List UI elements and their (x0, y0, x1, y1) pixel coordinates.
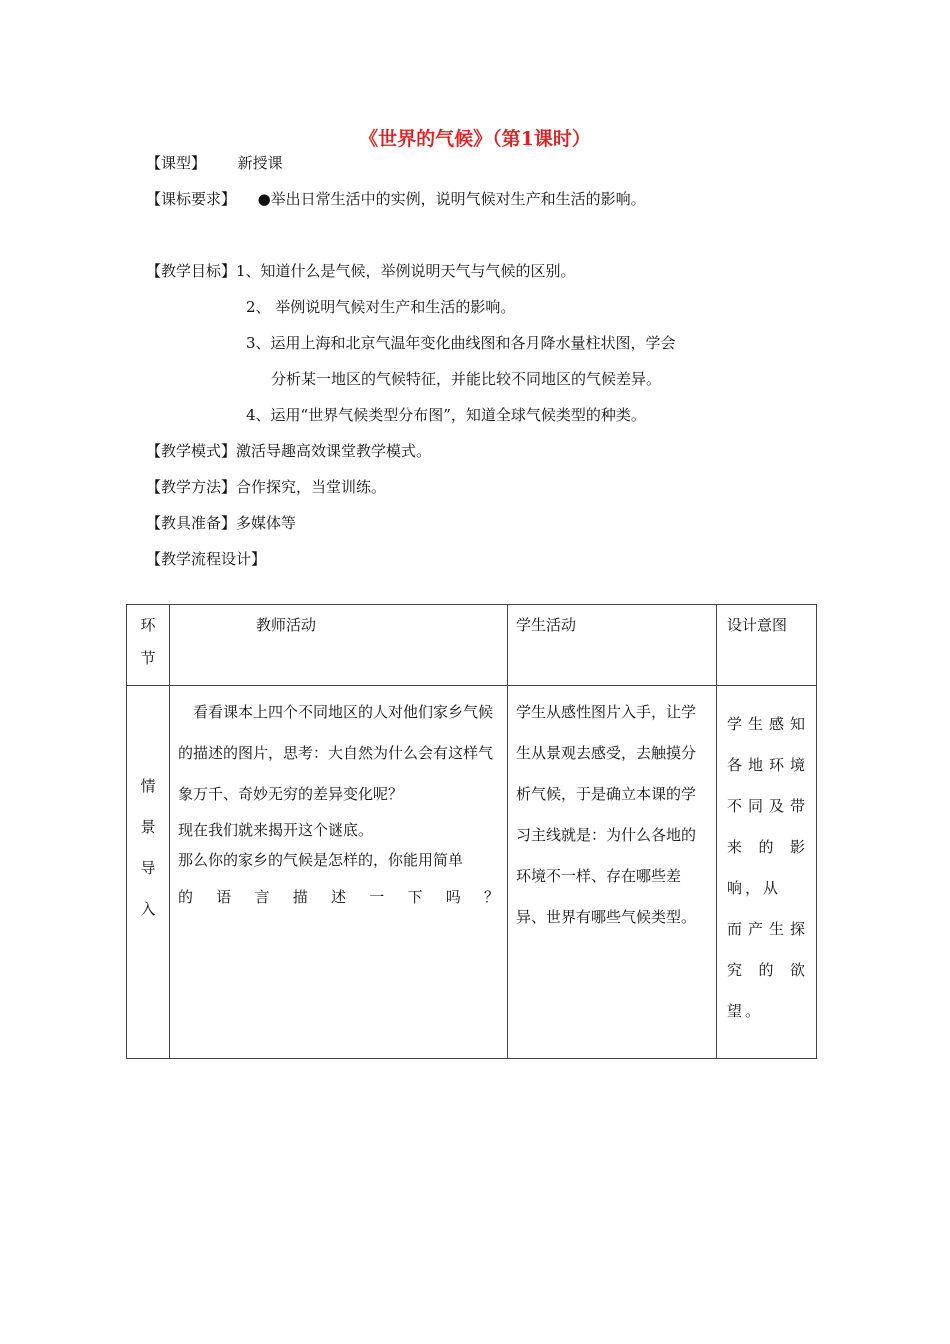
teaching-method-value: 合作探究，当堂训练。 (236, 478, 387, 496)
header-student: 学生活动 (508, 605, 717, 686)
objectives-label: 【教学目标】 (146, 262, 237, 280)
stage-char: 景 (140, 818, 156, 836)
teaching-mode-value: 激活导趣高效课堂教学模式。 (236, 442, 432, 460)
teaching-method-label: 【教学方法】 (146, 478, 237, 496)
teacher-paragraph: 的语言描述一下吗？ (178, 888, 499, 906)
lesson-type-value: 新授课 (237, 154, 283, 172)
teaching-mode-label: 【教学模式】 (146, 442, 237, 460)
intent-line: 究 的 欲 (727, 961, 808, 979)
objective-item: 分析某一地区的气候特征，并能比较不同地区的气候差异。 (271, 370, 662, 388)
teacher-paragraph: 看看课本上四个不同地区的人对他们家乡气候的描述的图片，思考：大自然为什么会有这样气象万千、奇妙无穷的差异变化呢？ (178, 703, 494, 803)
objectives-line (146, 260, 576, 281)
table-header-row (127, 605, 817, 686)
table-row (127, 686, 817, 1059)
curriculum-label: 【课标要求】 (146, 190, 237, 208)
objective-item: 4、运用“世界气候类型分布图”，知道全球气候类型的种类。 (246, 406, 646, 424)
teacher-paragraph: 那么你的家乡的气候是怎样的，你能用简单 (178, 851, 464, 869)
objective-item: 3、运用上海和北京气温年变化曲线图和各月降水量柱状图，学会 (246, 334, 676, 352)
intent-line: 不同及带 (727, 797, 808, 815)
intent-line: 望。 (727, 1002, 764, 1020)
intent-line: 来 的 影 (727, 838, 808, 856)
lesson-type-line (146, 152, 283, 173)
stage-char: 入 (140, 900, 156, 918)
flow-heading: 【教学流程设计】 (146, 550, 267, 568)
intent-line: 各地环境 (727, 756, 808, 774)
teaching-tools-label: 【教具准备】 (146, 514, 237, 532)
lesson-type-label: 【课型】 (146, 154, 207, 172)
header-teacher: 教师活动 (170, 605, 508, 686)
stage-cell (127, 686, 170, 1059)
teacher-activity-cell (170, 686, 508, 1059)
stage-char: 情 (140, 777, 156, 795)
intent-line: 而产生探 (727, 920, 808, 938)
lesson-flow-table (126, 604, 817, 1059)
intent-line: 学生感知 (727, 715, 808, 733)
design-intent-cell (717, 686, 817, 1059)
teacher-paragraph: 现在我们就来揭开这个谜底。 (178, 821, 374, 839)
page-title: 《世界的气候》（第1课时） (359, 128, 591, 150)
header-intent: 设计意图 (717, 605, 817, 686)
stage-char: 导 (140, 859, 156, 877)
teaching-method-line (146, 476, 386, 497)
objective-item: 2、 举例说明气候对生产和生活的影响。 (246, 298, 516, 316)
objective-item: 1、知道什么是气候，举例说明天气与气候的区别。 (236, 262, 576, 280)
curriculum-line (146, 188, 646, 209)
intent-line: 响，从 (727, 879, 782, 897)
curriculum-value: ●举出日常生活中的实例，说明气候对生产和生活的影响。 (257, 190, 646, 208)
student-activity-text: 学生从感性图片入手，让学生从景观去感受，去触摸分析气候，于是确立本课的学习主线就是：为什么各地的环境不一样、存在哪些差异、世界有哪些气候类型。 (516, 703, 697, 926)
teaching-tools-value: 多媒体等 (236, 514, 297, 532)
student-activity-cell (508, 686, 717, 1059)
header-stage: 环 节 (127, 605, 170, 686)
teaching-mode-line (146, 440, 431, 461)
teaching-tools-line (146, 512, 296, 533)
